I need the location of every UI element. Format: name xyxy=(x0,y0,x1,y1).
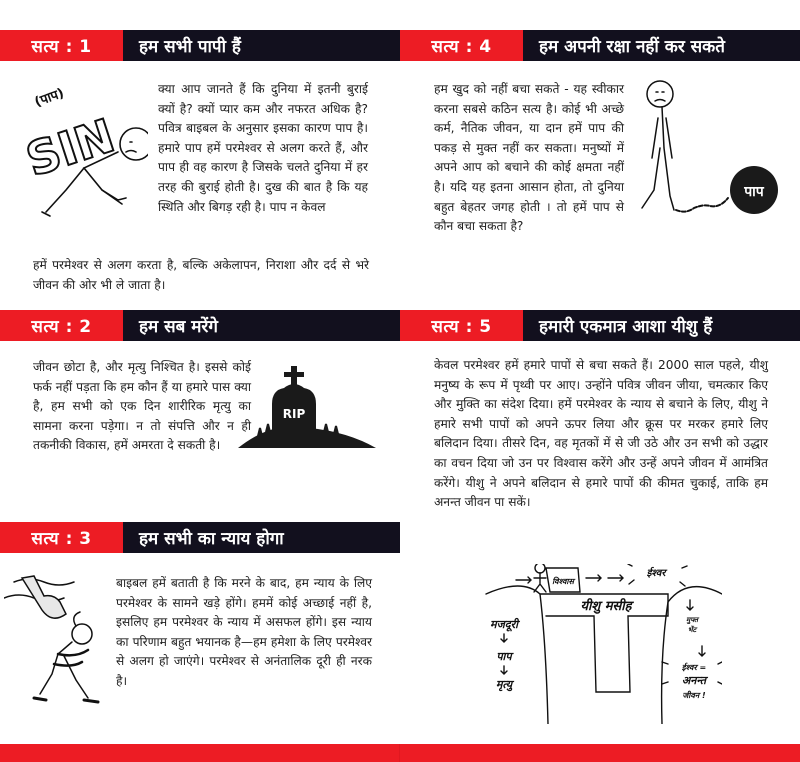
diagram-death: मृत्यु xyxy=(495,678,513,691)
truth-4-title: हम अपनी रक्षा नहीं कर सकते xyxy=(523,30,800,61)
truth-1-header xyxy=(0,30,400,61)
truth-3-header xyxy=(0,522,400,553)
ball-text: पाप xyxy=(744,184,764,200)
bridge-to-life-diagram-icon xyxy=(482,564,722,724)
diagram-free: मुफ्त xyxy=(686,616,698,624)
truth-2-title: हम सब मरेंगे xyxy=(123,310,400,341)
judgment-finger-illustration-icon xyxy=(4,570,114,720)
truth-3-body: बाइबल हमें बताती है कि मरने के बाद, हम न्याय के लिए परमेश्वर के सामने खड़े होंगे। हममें कोई अच्छाई नहीं है, इसलिए हम परमेश्वर के न्याय में असफल होंगे। इस न्याय का परिणाम बहुत भयानक है—हम हमेशा के लिए परमेश्वर से अलग हो जाएंगे। परमेश्वर से अनंतालिक दूरी ही नरक है। xyxy=(116,576,372,688)
diagram-god: ईश्वर xyxy=(646,568,666,579)
sin-label-hindi: (पाप) xyxy=(32,85,67,111)
truth-5-header xyxy=(400,310,800,341)
footer-seam xyxy=(399,744,400,762)
tombstone-text: RIP xyxy=(282,407,306,421)
sin-label-big: SIN xyxy=(19,108,121,187)
diagram-bridge: यीशु मसीह xyxy=(580,599,632,614)
diagram-gift: भेंट xyxy=(687,626,697,634)
truth-2-body: जीवन छोटा है, और मृत्यु निश्चित है। इससे कोई फर्क नहीं पड़ता कि हम कौन हैं या हमारे पास क्या है, हम सभी को एक दिन शारीरिक मृत्यु का सामना करना पड़ेगा। न तो संपत्ति और न ही तकनीकी विकास, हमें अमरता दे सकती है। xyxy=(33,360,251,453)
truth-1-label: सत्य : 1 xyxy=(0,30,123,61)
truth-2-label: सत्य : 2 xyxy=(0,310,123,341)
truth-1-body-continued: हमें परमेश्वर से अलग करता है, बल्कि अकेलापन, निराशा और दर्द से भरे जीवन की ओर भी ले जाता है। xyxy=(33,258,369,292)
truth-2-header xyxy=(0,310,400,341)
diagram-result-1: ईश्वर = xyxy=(681,663,707,672)
diagram-wages: मजदूरी xyxy=(490,618,518,631)
footer-red-band xyxy=(0,744,800,762)
truth-5-title: हमारी एकमात्र आशा यीशु हैं xyxy=(523,310,800,341)
truth-4-label: सत्य : 4 xyxy=(400,30,523,61)
truth-1-body: क्या आप जानते हैं कि दुनिया में इतनी बुराई क्यों है? क्यों प्यार कम और नफरत अधिक है? पवित्र बाइबल के अनुसार इसका कारण पाप है। हमारे पाप हमें परमेश्वर से अलग करते हैं, और पाप ही वह कारण है जिसके चलते दुनिया में हर तरह की बुराई होती है। दुख की बात है कि यह स्थिति और बिगड़ रही है। पाप न केवल xyxy=(158,82,368,214)
truth-3-label: सत्य : 3 xyxy=(0,522,123,553)
truth-4-header xyxy=(400,30,800,61)
truth-4-body: हम खुद को नहीं बचा सकते - यह स्वीकार करना सबसे कठिन सत्य है। कोई भी अच्छे कर्म, नैतिक जीवन, या दान हमें पाप की पकड़ से मुक्त नहीं कर सकता। मनुष्यों में अपने आप को बचाने की कोई क्षमता नहीं है। यदि यह इतना आसान होता, तो दुनिया बहुत बेहतर जगह होती । तो हमें पाप से कौन बचा सकता है? xyxy=(434,82,624,234)
tombstone-rip-icon xyxy=(238,362,378,452)
diagram-result-3: जीवन ! xyxy=(682,691,706,700)
truth-3-title: हम सभी का न्याय होगा xyxy=(123,522,400,553)
truth-1-title: हम सभी पापी हैं xyxy=(123,30,400,61)
diagram-sin: पाप xyxy=(496,650,512,663)
truth-5-body: केवल परमेश्वर हमें हमारे पापों से बचा सकते हैं। 2000 साल पहले, यीशु मनुष्य के रूप में पृथ्वी पर आए। उन्होंने पवित्र जीवन जीया, चमत्कार किए और मुक्ति का संदेश दिया। हमें परमेश्वर के न्याय से बचाने के लिए, यीशु ने हमारे सभी पापों को अपने ऊपर लिया और क्रूस पर मरकर हमारे लिए बलिदान दिया। तीसरे दिन, वह मृतकों में से जी उठे और उन सभी को उद्धार का वचन दिया जो उन पर विश्वास करेंगे और उन्हें अपने जीवन में आमंत्रित करेंगे। यीशु ने अपने बलिदान से हमारे पापों की कीमत चुकाई, ताकि हम अनन्त जीवन पा सकें। xyxy=(434,358,768,510)
diagram-sign: विश्वास xyxy=(552,577,574,586)
ball-and-chain-illustration-icon xyxy=(628,78,798,228)
diagram-result-2: अनन्त xyxy=(681,674,707,687)
sin-burden-illustration-icon xyxy=(18,72,148,222)
truth-5-label: सत्य : 5 xyxy=(400,310,523,341)
